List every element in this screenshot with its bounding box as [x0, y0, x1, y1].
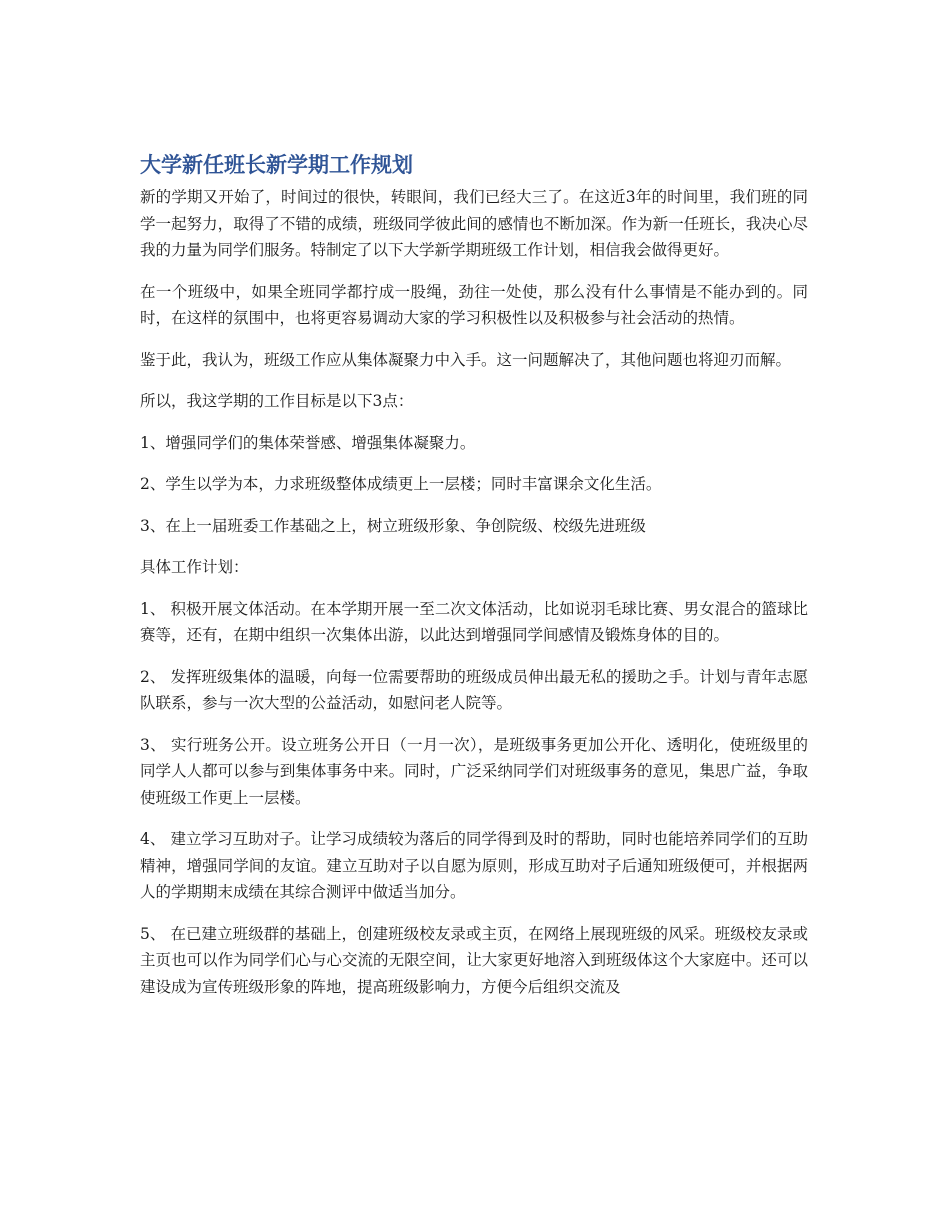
paragraph: 在一个班级中，如果全班同学都拧成一股绳，劲往一处使，那么没有什么事情是不能办到的。同时，在这样的氛围中，也将更容易调动大家的学习积极性以及积极参与社会活动的热情。: [140, 282, 808, 327]
plan-item: 1、 积极开展文体活动。在本学期开展一至二次文体活动，比如说羽毛球比赛、男女混合的篮球比赛等，还有，在期中组织一次集体出游，以此达到增强同学间感情及锻炼身体的目的。: [140, 599, 808, 644]
plan-item: 4、 建立学习互助对子。让学习成绩较为落后的同学得到及时的帮助，同时也能培养同学们的互助精神，增强同学间的友谊。建立互助对子以自愿为原则，形成互助对子后通知班级便可，并根据两人的学期期末成绩在其综合测评中做适当加分。: [140, 830, 808, 901]
goal-item: 3、在上一届班委工作基础之上，树立班级形象、争创院级、校级先进班级: [140, 516, 646, 535]
plan-heading: 具体工作计划：: [140, 558, 249, 576]
plan-item: 2、 发挥班级集体的温暖，向每一位需要帮助的班级成员伸出最无私的援助之手。计划与青年志愿队联系，参与一次大型的公益活动，如慰问老人院等。: [140, 667, 808, 712]
plan-item: 5、 在已建立班级群的基础上，创建班级校友录或主页，在网络上展现班级的风采。班级校友录或主页也可以作为同学们心与心交流的无限空间，让大家更好地溶入到班级体这个大家庭中。还可以建设成为宣传班级形象的阵地，提高班级影响力，方便今后组织交流及: [140, 924, 808, 996]
goals-intro: 所以，我这学期的工作目标是以下3点：: [140, 392, 414, 410]
document-body: [140, 150, 808, 1015]
paragraph: 鉴于此，我认为，班级工作应从集体凝聚力中入手。这一问题解决了，其他问题也将迎刃而解。: [140, 350, 792, 369]
goal-item: 2、学生以学为本，力求班级整体成绩更上一层楼；同时丰富课余文化生活。: [140, 475, 662, 493]
goal-item: 1、增强同学们的集体荣誉感、增强集体凝聚力。: [140, 433, 476, 452]
document-title: 大学新任班长新学期工作规划: [140, 153, 413, 177]
intro-paragraph: 新的学期又开始了，时间过的很快，转眼间，我们已经大三了。在这近3年的时间里，我们班的同学一起努力，取得了不错的成绩，班级同学彼此间的感情也不断加深。作为新一任班长，我决心尽我的力量为同学们服务。特制定了以下大学新学期班级工作计划，相信我会做得更好。: [140, 188, 808, 259]
plan-item: 3、 实行班务公开。设立班务公开日（一月一次），是班级事务更加公开化、透明化，使班级里的同学人人都可以参与到集体事务中来。同时，广泛采纳同学们对班级事务的意见，集思广益，争取使班级工作更上一层楼。: [140, 735, 808, 807]
